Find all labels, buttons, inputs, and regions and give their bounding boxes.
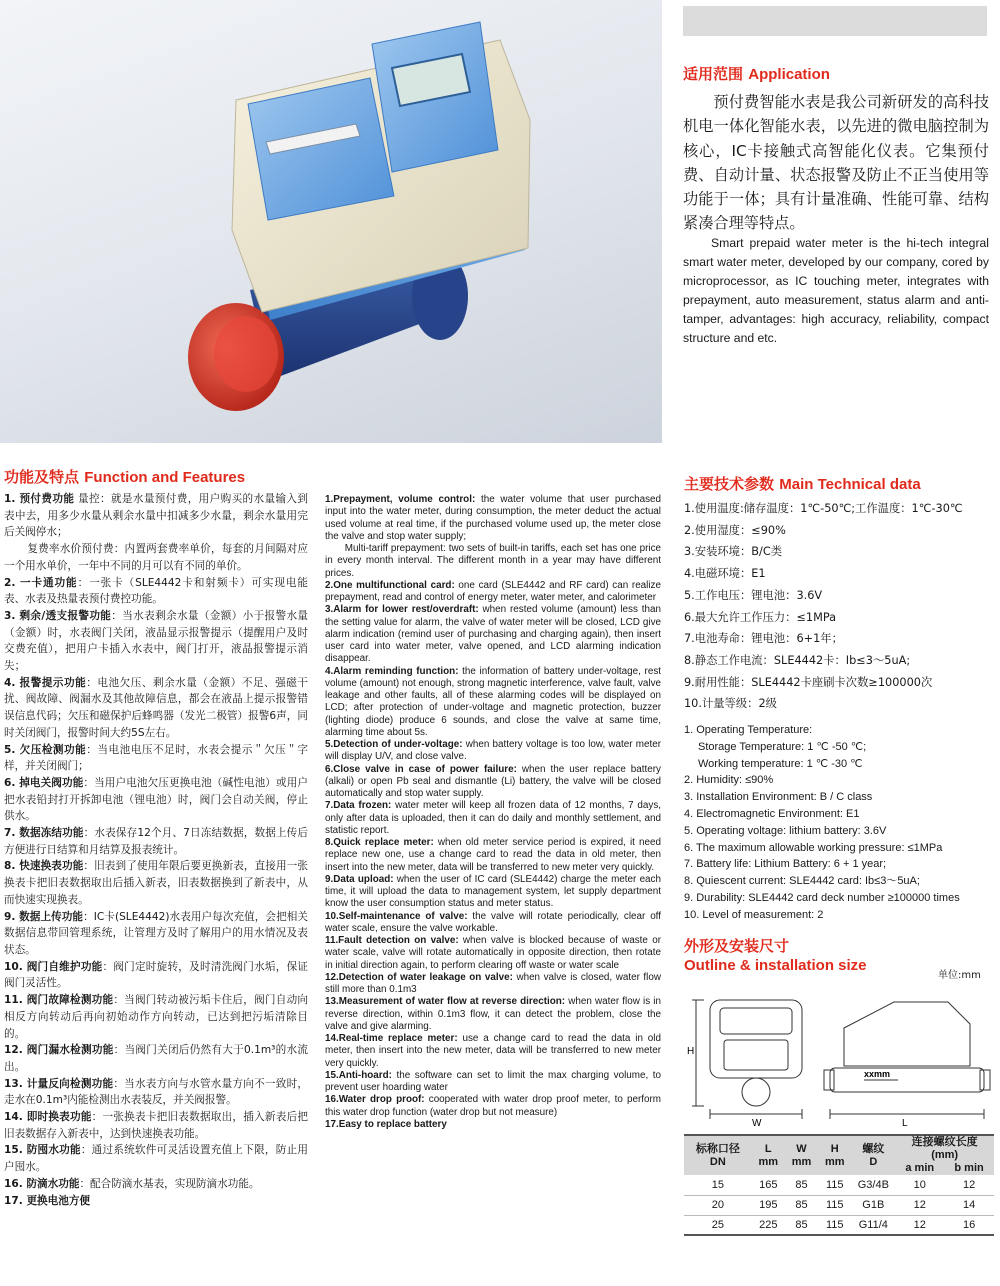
product-photo	[0, 0, 662, 443]
table-cell-a: 10	[895, 1175, 944, 1195]
feature-title: 14. 即时换表功能	[4, 1111, 92, 1124]
feature-title: 1. 预付费功能	[4, 493, 75, 505]
table-row	[684, 1195, 994, 1215]
tech-item-en: 7. Battery life: Lithium Battery: 6 + 1 year;	[684, 858, 887, 871]
table-row	[684, 1215, 994, 1235]
feature-body: ：一张换表卡把旧表数据取出，插入新表后把旧表数据存入新表中，达到快速换表功能。	[4, 1111, 308, 1140]
functions-heading-en: Function and Features	[84, 469, 246, 486]
dim-w-label: W	[752, 1118, 762, 1128]
feature-body: when the user of IC card (SLE4442) charge the meter each time, it will upload the data to management system, let supply department know the user consumption status and meter status.	[325, 873, 661, 910]
feature-item-cn	[4, 992, 308, 1042]
feature-title: 12.Detection of water leakage on valve:	[325, 971, 513, 983]
feature-item-cn	[4, 675, 308, 742]
functions-list-en	[325, 494, 661, 1131]
tech-item-cn: 4.电磁环境：E1	[684, 567, 766, 581]
feature-title: 1.Prepayment, volume control:	[325, 494, 476, 505]
tech-item-en: 4. Electromagnetic Environment: E1	[684, 807, 860, 820]
table-cell-a: 12	[895, 1215, 944, 1235]
feature-item-en	[325, 1033, 661, 1070]
feature-body: ：当水表方向与水管水量方向不一致时，走水在0.1m³内能检测出水表装反，并关阀报警。	[4, 1077, 308, 1107]
feature-title: 8.Quick replace meter:	[325, 837, 434, 848]
feature-item-cn	[4, 491, 308, 541]
feature-title: 16.Water drop proof:	[325, 1094, 425, 1106]
feature-title: 3. 剩余/透支报警功能	[4, 609, 112, 622]
table-cell-d: G11/4	[851, 1215, 895, 1235]
tech-item-en: Storage Temperature: 1 ℃ -50 ℃;	[698, 740, 867, 753]
front-view-body	[724, 1040, 788, 1070]
table-row	[684, 1175, 994, 1195]
dimension-table-wrap	[684, 1134, 994, 1236]
feature-body: ：当阀门转动被污垢卡住后，阀门自动向相反方向转动后再向初始动作方向转动，已达到把污垢清除目的。	[4, 994, 308, 1040]
feature-item-cn	[4, 1176, 308, 1193]
front-view-display	[720, 1008, 792, 1034]
feature-body: when old meter service period is expired, it need replace new one, use a change card to read the data in old meter, then insert into the new meter, data will be transferred to new meter very quickly.	[325, 837, 661, 873]
application-heading-en: Application	[748, 66, 830, 83]
feature-title: 6. 掉电关阀功能	[4, 776, 84, 789]
application-heading-cn: 适用范围	[683, 65, 744, 83]
functions-list-cn	[4, 491, 308, 1209]
tech-item-cn: 9.耐用性能：SLE4442卡座刷卡次数≥100000次	[684, 675, 933, 689]
col-h: H mm	[818, 1135, 851, 1175]
tech-item-cn: 7.电池寿命：锂电池：6+1年；	[684, 632, 843, 646]
feature-item-cn	[4, 608, 308, 675]
feature-title: 13.Measurement of water flow at reverse direction:	[325, 996, 566, 1008]
feature-body: when battery voltage is too low, water meter will display U/V, and close valve.	[325, 739, 661, 763]
feature-body: when rested volume (amount) less than the setting value for alarm, the valve of water meter will be closed, LCD give alarm indication (remind user of purchasing and charging again), then insert user card into water meter, valve opened, and LCD alarming indication disappear.	[325, 604, 661, 665]
outline-heading-en: Outline & installation size	[684, 957, 867, 974]
outline-diagram	[684, 988, 994, 1128]
feature-body: 量控：就是水量预付费，用户购买的水量输入到表中去，用多少水量从剩余水量中扣减多少水量，剩余水量用完后关阀停水；	[4, 493, 308, 539]
col-dn: 标称口径 DN	[684, 1135, 752, 1175]
feature-item-en	[325, 1094, 661, 1119]
table-cell-h: 115	[818, 1175, 851, 1195]
feature-item-en	[325, 739, 661, 764]
feature-item-en	[325, 1070, 661, 1095]
col-l: L mm	[752, 1135, 785, 1175]
feature-body: ：通过系统软件可灵活设置充值上下限，防止用户囤水。	[4, 1144, 308, 1174]
tech-item-cn: 5.工作电压：锂电池：3.6V	[684, 588, 823, 602]
tech-item-cn: 1.使用温度:储存温度：1℃-50℃;工作温度：1℃-30℃	[684, 502, 963, 515]
feature-title: 15.Anti-hoard:	[325, 1069, 392, 1081]
feature-item-en	[325, 494, 661, 543]
dim-h-label: H	[687, 1046, 695, 1057]
feature-item-en	[325, 911, 661, 936]
feature-body: ：IC卡(SLE4442)水表用户每次充值，会把相关数据信息带回管理系统，让管理方及时了解用户的用水情况及表状态。	[4, 910, 308, 956]
table-cell-l: 195	[752, 1195, 785, 1215]
outline-heading-cn: 外形及安装尺寸	[684, 937, 790, 955]
functions-heading-cn: 功能及特点	[4, 468, 80, 486]
feature-body: 复费率水价预付费：内置两套费率单价，每套的月间隔对应一个用水单价，一年中不同的月可以有不同的单价。	[4, 543, 308, 572]
feature-body: when valve is closed, water flow still more than 0.1m3	[325, 971, 661, 995]
table-cell-w: 85	[785, 1175, 818, 1195]
feature-title: 9.Data upload:	[325, 873, 394, 885]
side-view-pipe	[830, 1068, 984, 1092]
feature-item-cn	[4, 1142, 308, 1175]
feature-item-cn	[4, 909, 308, 959]
feature-body: ：一张卡（SLE4442卡和射频卡）可实现电能表、水表及热量表预付费控功能。	[4, 576, 309, 606]
feature-item-cn	[4, 825, 308, 858]
feature-body: ：当用户电池欠压更换电池（碱性电池）或用户把水表铅封打开拆卸电池（锂电池）时，阀门会自动关阀，停止供水。	[4, 776, 309, 823]
feature-title: 5.Detection of under-voltage:	[325, 739, 463, 750]
tech-item-en: 8. Quiescent current: SLE4442 card: Ib≤3～5uA;	[684, 875, 920, 888]
feature-item-en	[325, 666, 661, 740]
feature-title: 3.Alarm for lower rest/overdraft:	[325, 604, 479, 616]
table-cell-d: G3/4B	[851, 1175, 895, 1195]
dim-l-label: L	[902, 1118, 908, 1128]
feature-item-en	[325, 874, 661, 911]
feature-body: Multi-tariff prepayment: two sets of built-in tariffs, each set has one price in every month interval. The different month in a year may have different prices.	[325, 543, 661, 579]
feature-title: 5. 欠压检测功能	[4, 743, 87, 756]
feature-body: cooperated with water drop proof meter, to perform this water drop function (water drop but not measure)	[325, 1094, 661, 1118]
application-heading	[683, 63, 830, 84]
table-cell-dn: 20	[684, 1195, 752, 1215]
feature-item-en	[325, 543, 661, 580]
feature-body: the information of battery under-voltage, rest volume (amount) not enough, strong magnetic interference, valve fault, valve leakage and other faults, all of these alarming codes will be displayed on LCD; after protection of under-voltage and magnetic protection, buzzer (lighting diode) produce 6 sounds, and close the valve at same time, alarming time about 5s.	[325, 665, 661, 738]
col-b-min: b min	[944, 1162, 994, 1175]
tech-item-cn: 10.计量等级：2级	[684, 697, 777, 711]
table-cell-d: G1B	[851, 1195, 895, 1215]
table-cell-w: 85	[785, 1215, 818, 1235]
feature-body: when valve is blocked because of waste or water scale, valve will rotate automatically in opposite direction, then rotate in initial direction again, to perform clearing off waste or water scale	[325, 935, 661, 971]
tech-item-en: 6. The maximum allowable working pressure: ≤1MPa	[684, 841, 943, 854]
feature-title: 7.Data frozen:	[325, 800, 392, 812]
feature-body: when the user replace battery (alkali) or open Pb seal and dismantle (Li) battery, the valve will be closed automatically and stop water supply.	[325, 763, 661, 799]
feature-item-en	[325, 764, 661, 801]
application-text-en: Smart prepaid water meter is the hi-tech integral smart water meter, developed by our company, cored by microprocessor, as IC touching meter, integrates with prepayment, auto measurement, status alarm and anti-tamper, advantages: high accuracy, reliability, compact structure and etc.	[683, 236, 989, 345]
feature-body: the water volume that user purchased input into the water meter, during consumption, the meter deduct the actual used volume at real time, if the purchased volume used up, the meter close the valve and stop water supply;	[325, 494, 661, 542]
feature-title: 10.Self-maintenance of valve:	[325, 910, 468, 922]
feature-title: 11. 阀门故障检测功能	[4, 994, 114, 1007]
table-cell-w: 85	[785, 1195, 818, 1215]
tech-item-en: Working temperature: 1 ℃ -30 ℃	[698, 757, 863, 770]
technical-heading-cn: 主要技术参数	[684, 475, 775, 493]
feature-title: 12. 阀门漏水检测功能	[4, 1044, 114, 1057]
technical-heading	[684, 473, 921, 494]
feature-title: 17. 更换电池方便	[4, 1194, 91, 1207]
col-conn: 连接螺纹长度 (mm)	[895, 1135, 994, 1162]
col-a-min: a min	[895, 1162, 944, 1175]
technical-list-en	[684, 722, 996, 924]
feature-item-en	[325, 604, 661, 665]
feature-body: when water flow is in reverse direction, within 0.1m3 flow, it can detect the problem, close the valve and give alarming.	[325, 996, 661, 1032]
feature-item-en	[325, 972, 661, 997]
feature-title: 2.One multifunctional card:	[325, 579, 455, 591]
feature-item-en	[325, 837, 661, 874]
feature-title: 6.Close valve in case of power failure:	[325, 763, 517, 775]
tech-item-cn: 6.最大允许工作压力：≤1MPa	[684, 610, 837, 624]
header-gray-box	[683, 6, 987, 36]
feature-title: 17.Easy to replace battery	[325, 1118, 447, 1130]
feature-body: ：当阀门关闭后仍然有大于0.1m³的水流出。	[4, 1044, 308, 1073]
table-cell-dn: 25	[684, 1215, 752, 1235]
feature-item-en	[325, 935, 661, 972]
feature-body: the valve will rotate periodically, clear off water scale, ensure the valve workable.	[325, 910, 661, 934]
feature-item-cn	[4, 959, 308, 992]
feature-item-en	[325, 996, 661, 1033]
table-cell-a: 12	[895, 1195, 944, 1215]
technical-heading-en: Main Technical data	[779, 476, 921, 493]
application-text-cn: 预付费智能水表是我公司新研发的高科技机电一体化智能水表，以先进的微电脑控制为核心，IC卡接触式高智能化仪表。它集预付费、自动计量、状态报警及防止不正当使用等功能于一体；具有计量准确、性能可靠、结构紧凑合理等特点。	[683, 93, 989, 233]
feature-body: one card (SLE4442 and RF card) can realize prepayment, read and control of energy meter, water meter, and calorimeter	[325, 579, 661, 603]
col-w: W mm	[785, 1135, 818, 1175]
feature-item-cn	[4, 1109, 308, 1142]
tech-item-en: 3. Installation Environment: B / C class	[684, 791, 873, 804]
feature-item-en	[325, 1119, 661, 1131]
feature-title: 8. 快速换表功能	[4, 860, 84, 873]
feature-item-cn	[4, 742, 308, 775]
feature-body: ：电池欠压、剩余水量（金额）不足、强磁干扰、阀故障、阀漏水及其他故障信息，都会在液晶上提示报警错误信息代码；欠压和磁保护后蜂鸣器（发光二极管）报警6声，同时关闭阀门，报警时间大约5S左右。	[4, 676, 308, 739]
table-cell-h: 115	[818, 1195, 851, 1215]
water-meter-illustration	[0, 0, 662, 443]
feature-title: 4.Alarm reminding function:	[325, 665, 459, 677]
tech-item-en: 2. Humidity: ≤90%	[684, 774, 774, 787]
feature-item-en	[325, 580, 661, 605]
pipe-size-label: xxmm	[864, 1069, 891, 1079]
feature-title: 14.Real-time replace meter:	[325, 1033, 458, 1044]
feature-body: ：当电池电压不足时，水表会提示＂欠压＂字样，并关闭阀门；	[4, 743, 308, 773]
feature-body: the software can set to limit the max charging volume, to prevent user hoarding water	[325, 1069, 661, 1093]
feature-body: ：旧表到了使用年限后要更换新表，直接用一张换表卡把旧表数据取出后插入新表，旧表数据换到了新表中，从而快速实现换表。	[4, 860, 309, 906]
table-cell-h: 115	[818, 1215, 851, 1235]
dimension-table	[684, 1134, 994, 1236]
feature-title: 9. 数据上传功能	[4, 910, 84, 923]
feature-body: ：水表保存12个月、7日冻结数据，数据上传后方便进行日结算和月结算及报表统计。	[4, 827, 309, 856]
front-view-port	[742, 1078, 770, 1106]
feature-body: ：配合防滴水基表，实现防滴水功能。	[79, 1177, 260, 1190]
technical-list-cn	[684, 498, 994, 715]
table-cell-b: 14	[944, 1195, 994, 1215]
unit-label: 单位:mm	[938, 970, 981, 981]
tech-item-cn: 2.使用湿度：≤90%	[684, 523, 786, 537]
tech-item-en: 9. Durability: SLE4442 card deck number ≥100000 times	[684, 891, 960, 904]
feature-item-en	[325, 800, 661, 837]
tech-item-cn: 8.静态工作电流：SLE4442卡：Ib≤3～5uA;	[684, 653, 911, 667]
feature-title: 7. 数据冻结功能	[4, 827, 84, 840]
functions-heading	[4, 466, 245, 487]
feature-title: 15. 防囤水功能	[4, 1144, 81, 1157]
tech-item-en: 1. Operating Temperature:	[684, 724, 813, 736]
feature-body: water meter will keep all frozen data of 12 months, 7 days, only after data is uploaded, then it can do daily and monthly settlement, and statistic report.	[325, 800, 661, 836]
feature-title: 2. 一卡通功能	[4, 576, 78, 589]
table-cell-dn: 15	[684, 1175, 752, 1195]
feature-title: 16. 防滴水功能	[4, 1177, 80, 1190]
feature-item-cn	[4, 575, 308, 608]
feature-item-cn	[4, 858, 308, 908]
feature-item-cn	[4, 1042, 308, 1075]
feature-title: 13. 计量反向检测功能	[4, 1077, 114, 1090]
table-cell-b: 12	[944, 1175, 994, 1195]
feature-body: use a change card to read the data in old meter, then insert into the new meter, data will be transferred to new meter very quickly.	[325, 1033, 661, 1069]
outline-heading	[684, 936, 867, 976]
side-view-outline	[844, 1002, 970, 1066]
feature-item-cn	[4, 1193, 308, 1210]
table-cell-l: 165	[752, 1175, 785, 1195]
feature-title: 11.Fault detection on valve:	[325, 935, 459, 946]
col-thread: 螺纹 D	[851, 1135, 895, 1175]
feature-title: 10. 阀门自维护功能	[4, 960, 103, 973]
table-cell-b: 16	[944, 1215, 994, 1235]
tech-item-cn: 3.安装环境：B/C类	[684, 545, 783, 559]
feature-body: ：阀门定时旋转，及时清洗阀门水垢，保证阀门灵活性。	[4, 960, 308, 990]
feature-title: 4. 报警提示功能	[4, 676, 87, 689]
feature-item-cn	[4, 1076, 308, 1109]
tech-item-en: 5. Operating voltage: lithium battery: 3.6V	[684, 824, 887, 837]
feature-body: ：当水表剩余水量（金额）小于报警水量（金额）时，水表阀门关闭，液晶显示报警提示（提醒用户及时交费充值），把用户卡插入水表中，阀门打开，液晶报警提示消失；	[4, 609, 309, 673]
feature-item-cn	[4, 775, 308, 825]
feature-item-cn	[4, 541, 308, 574]
table-cell-l: 225	[752, 1215, 785, 1235]
tech-item-en: 10. Level of measurement: 2	[684, 908, 824, 921]
